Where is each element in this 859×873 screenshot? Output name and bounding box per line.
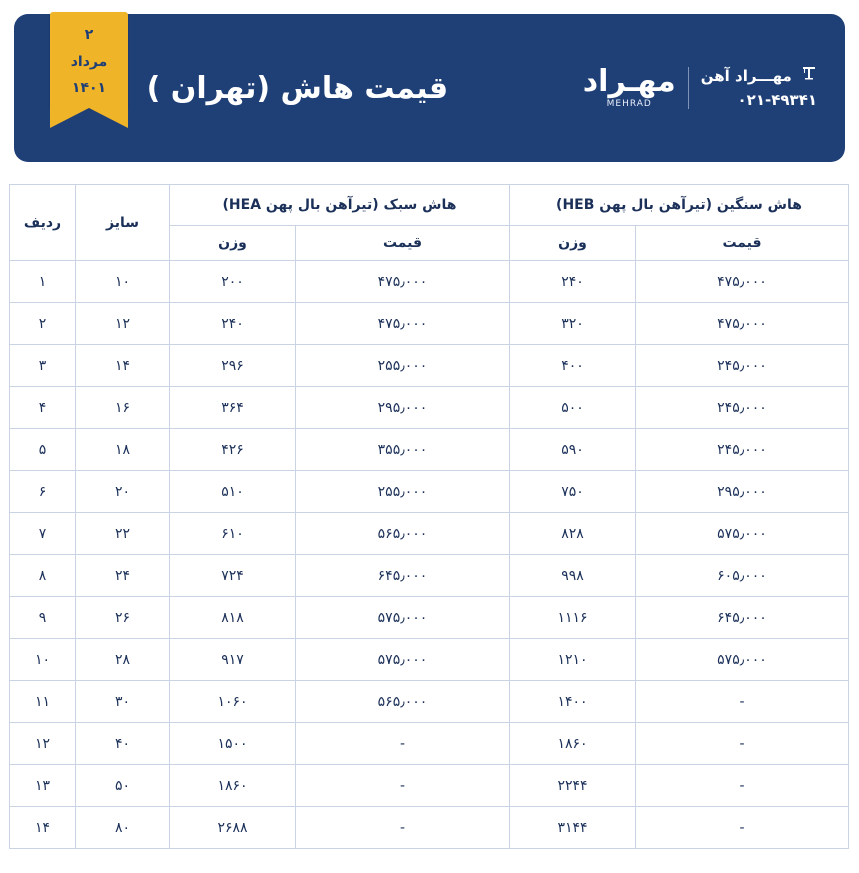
cell-heb-weight: ۲۴۰ <box>510 261 636 303</box>
cell-heb-price: ۴۷۵٫۰۰۰ <box>636 261 849 303</box>
cell-radif: ۹ <box>9 597 75 639</box>
brand-phone: ۰۲۱-۴۹۳۴۱ <box>737 91 817 110</box>
cell-radif: ۱۳ <box>9 765 75 807</box>
price-table <box>9 184 849 849</box>
cell-size: ۸۰ <box>75 807 169 849</box>
cell-heb-price: - <box>636 681 849 723</box>
table-head <box>9 185 848 261</box>
cell-hea-price: ۵۷۵٫۰۰۰ <box>296 639 510 681</box>
cell-radif: ۱۱ <box>9 681 75 723</box>
cell-hea-weight: ۸۱۸ <box>169 597 295 639</box>
cell-hea-price: ۵۷۵٫۰۰۰ <box>296 597 510 639</box>
cell-hea-weight: ۲۶۸۸ <box>169 807 295 849</box>
cell-heb-weight: ۳۱۴۴ <box>510 807 636 849</box>
cell-heb-weight: ۲۲۴۴ <box>510 765 636 807</box>
cell-heb-price: - <box>636 807 849 849</box>
table-row <box>9 303 848 345</box>
cell-heb-weight: ۱۱۱۶ <box>510 597 636 639</box>
cell-heb-weight: ۸۲۸ <box>510 513 636 555</box>
cell-hea-weight: ۷۲۴ <box>169 555 295 597</box>
table-header-group-row <box>9 185 848 226</box>
cell-heb-weight: ۱۴۰۰ <box>510 681 636 723</box>
table-row <box>9 513 848 555</box>
cell-hea-weight: ۱۰۶۰ <box>169 681 295 723</box>
brand-divider <box>688 67 689 109</box>
cell-size: ۱۴ <box>75 345 169 387</box>
cell-size: ۳۰ <box>75 681 169 723</box>
cell-heb-weight: ۵۰۰ <box>510 387 636 429</box>
cell-hea-weight: ۳۶۴ <box>169 387 295 429</box>
table-row <box>9 723 848 765</box>
table-row <box>9 681 848 723</box>
cell-heb-weight: ۷۵۰ <box>510 471 636 513</box>
header-hea-weight: وزن <box>169 226 295 261</box>
cell-size: ۲۶ <box>75 597 169 639</box>
table-row <box>9 261 848 303</box>
cell-size: ۱۰ <box>75 261 169 303</box>
brand-block <box>583 64 817 113</box>
header-hea-group: هاش سبک (تیرآهن بال پهن HEA) <box>169 185 509 226</box>
brand-name <box>701 64 817 89</box>
cell-hea-weight: ۱۵۰۰ <box>169 723 295 765</box>
cell-radif: ۱۴ <box>9 807 75 849</box>
tower-crane-icon <box>801 64 817 88</box>
cell-heb-price: ۵۷۵٫۰۰۰ <box>636 513 849 555</box>
cell-hea-price: - <box>296 807 510 849</box>
table-body <box>9 261 848 849</box>
date-ribbon <box>50 12 128 108</box>
cell-heb-price: - <box>636 723 849 765</box>
cell-hea-price: - <box>296 765 510 807</box>
cell-size: ۲۲ <box>75 513 169 555</box>
header-size: سایز <box>75 185 169 261</box>
cell-size: ۲۸ <box>75 639 169 681</box>
cell-hea-weight: ۲۰۰ <box>169 261 295 303</box>
cell-hea-weight: ۹۱۷ <box>169 639 295 681</box>
cell-hea-price: ۲۵۵٫۰۰۰ <box>296 471 510 513</box>
cell-heb-price: ۵۷۵٫۰۰۰ <box>636 639 849 681</box>
cell-size: ۱۸ <box>75 429 169 471</box>
cell-hea-weight: ۶۱۰ <box>169 513 295 555</box>
cell-radif: ۵ <box>9 429 75 471</box>
header-heb-group: هاش سنگین (تیرآهن بال پهن HEB) <box>510 185 849 226</box>
header-heb-price: قیمت <box>636 226 849 261</box>
header-banner <box>14 14 845 162</box>
cell-hea-weight: ۱۸۶۰ <box>169 765 295 807</box>
brand-logo <box>582 64 676 109</box>
header-radif: ردیف <box>9 185 75 261</box>
table-row <box>9 471 848 513</box>
cell-heb-price: ۴۷۵٫۰۰۰ <box>636 303 849 345</box>
cell-size: ۱۶ <box>75 387 169 429</box>
cell-radif: ۲ <box>9 303 75 345</box>
cell-radif: ۳ <box>9 345 75 387</box>
cell-radif: ۱۰ <box>9 639 75 681</box>
cell-heb-weight: ۱۸۶۰ <box>510 723 636 765</box>
price-list-page <box>0 14 859 873</box>
cell-heb-weight: ۴۰۰ <box>510 345 636 387</box>
cell-hea-price: ۶۴۵٫۰۰۰ <box>296 555 510 597</box>
page-title: قیمت هاش (تهران ) <box>146 70 449 106</box>
cell-hea-price: ۲۹۵٫۰۰۰ <box>296 387 510 429</box>
cell-heb-price: ۲۹۵٫۰۰۰ <box>636 471 849 513</box>
cell-heb-price: ۲۴۵٫۰۰۰ <box>636 345 849 387</box>
ribbon-month: مرداد <box>70 53 108 70</box>
ribbon-year: ۱۴۰۱ <box>71 80 107 97</box>
cell-hea-price: ۴۷۵٫۰۰۰ <box>296 261 510 303</box>
cell-radif: ۱ <box>9 261 75 303</box>
table-row <box>9 807 848 849</box>
cell-radif: ۴ <box>9 387 75 429</box>
price-table-wrap <box>10 184 849 849</box>
cell-radif: ۱۲ <box>9 723 75 765</box>
cell-hea-weight: ۵۱۰ <box>169 471 295 513</box>
table-row <box>9 639 848 681</box>
cell-hea-price: ۲۵۵٫۰۰۰ <box>296 345 510 387</box>
cell-heb-price: ۲۴۵٫۰۰۰ <box>636 387 849 429</box>
cell-heb-weight: ۹۹۸ <box>510 555 636 597</box>
brand-logo-fa: مهـراد <box>582 64 676 99</box>
cell-size: ۱۲ <box>75 303 169 345</box>
cell-heb-weight: ۳۲۰ <box>510 303 636 345</box>
cell-size: ۵۰ <box>75 765 169 807</box>
brand-name-text: مهـــراد آهن <box>700 66 792 85</box>
cell-hea-price: - <box>296 723 510 765</box>
cell-size: ۲۰ <box>75 471 169 513</box>
cell-hea-price: ۵۶۵٫۰۰۰ <box>296 513 510 555</box>
cell-heb-price: ۲۴۵٫۰۰۰ <box>636 429 849 471</box>
cell-radif: ۶ <box>9 471 75 513</box>
cell-radif: ۷ <box>9 513 75 555</box>
ribbon-day: ۲ <box>84 27 94 43</box>
brand-logo-latin: MEHRAD <box>606 99 652 109</box>
header-heb-weight: وزن <box>510 226 636 261</box>
cell-hea-weight: ۴۲۶ <box>169 429 295 471</box>
cell-heb-price: ۶۴۵٫۰۰۰ <box>636 597 849 639</box>
cell-heb-weight: ۵۹۰ <box>510 429 636 471</box>
cell-hea-price: ۵۶۵٫۰۰۰ <box>296 681 510 723</box>
cell-heb-price: ۶۰۵٫۰۰۰ <box>636 555 849 597</box>
table-row <box>9 555 848 597</box>
cell-radif: ۸ <box>9 555 75 597</box>
table-row <box>9 345 848 387</box>
table-row <box>9 387 848 429</box>
brand-text <box>701 64 817 113</box>
cell-heb-weight: ۱۲۱۰ <box>510 639 636 681</box>
cell-hea-weight: ۲۹۶ <box>169 345 295 387</box>
cell-hea-price: ۴۷۵٫۰۰۰ <box>296 303 510 345</box>
cell-hea-price: ۳۵۵٫۰۰۰ <box>296 429 510 471</box>
cell-size: ۴۰ <box>75 723 169 765</box>
table-row <box>9 597 848 639</box>
header-hea-price: قیمت <box>296 226 510 261</box>
table-row <box>9 429 848 471</box>
cell-heb-price: - <box>636 765 849 807</box>
cell-size: ۲۴ <box>75 555 169 597</box>
table-row <box>9 765 848 807</box>
cell-hea-weight: ۲۴۰ <box>169 303 295 345</box>
